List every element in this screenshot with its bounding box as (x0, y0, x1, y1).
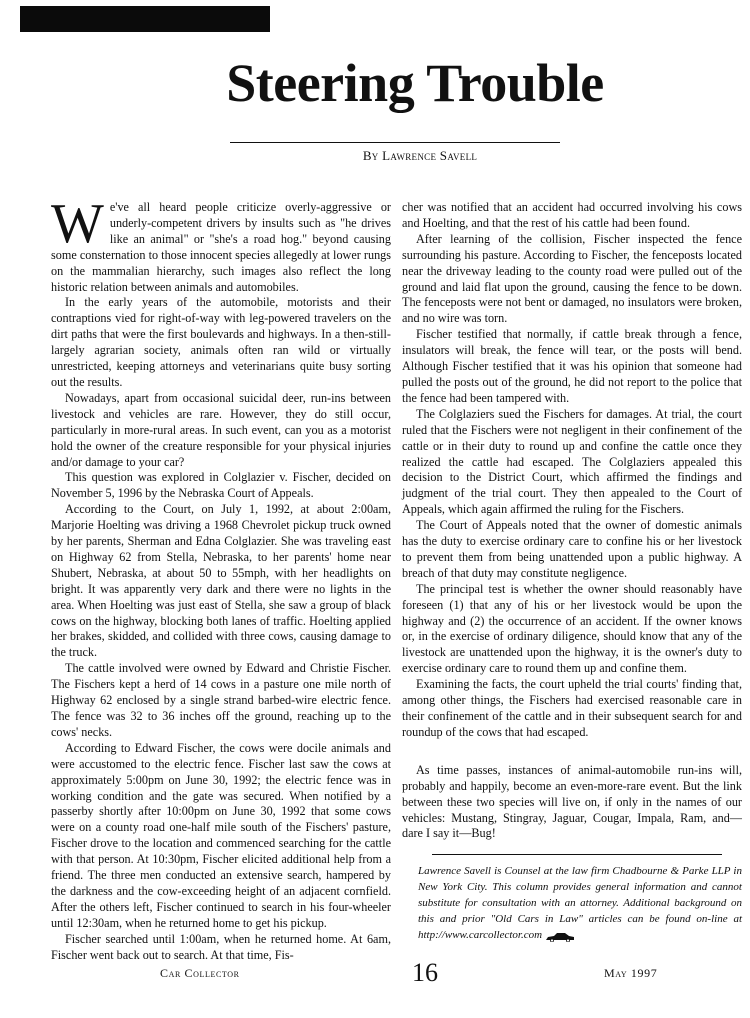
car-icon (545, 931, 575, 941)
article-paragraph: The Colglaziers sued the Fischers for damages. At trial, the court ruled that the Fischers were not negligent in their confinement of the cattle or in their duty to round up and confine the cattle once they realized the cattle had escaped. The Colglaziers appealed this decision to the District Court, which affirmed the findings and judgment of the trial court. They then appealed to the Court of Appeals, which again affirmed the ruling for the Fischers. (402, 406, 742, 517)
article-byline: By Lawrence Savell (362, 148, 478, 163)
article-paragraph: According to the Court, on July 1, 1992, at about 2:00am, Marjorie Hoelting was driving a 1968 Chevrolet pickup truck owned by her parents, Sherman and Edna Colglazier. She was traveling east on Highway 62 from Stella, Nebraska, to her parents' home near Shubert, Nebraska, at about 50 to 55mph, with her headlights on bright. It was apparently very dark and there were no lights in the area. When Hoelting was just east of Stella, she saw a group of black cows on the highway, blocking both lanes of traffic. Hoelting applied her brakes, skidded, and collided with three cows, causing damage to the truck. (51, 502, 391, 660)
article-paragraph: After learning of the collision, Fischer inspected the fence surrounding his pasture. According to Fischer, the fenceposts located near the driveway leading to the county road were pulled out of the ground and laid flat upon the ground, causing the fence to be down. The fenceposts were not bent or damaged, no insulators were broken, and no wire was torn. (402, 231, 742, 326)
drop-cap: W (51, 193, 104, 255)
footer-magazine-name: Car Collector (160, 966, 240, 980)
title-divider (230, 142, 560, 143)
article-title: Steering Trouble (226, 53, 604, 113)
left-column (51, 193, 391, 964)
article-paragraph: This question was explored in Colglazier v. Fischer, decided on November 5, 1996 by the Nebraska Court of Appeals. (51, 470, 391, 501)
author-note-divider (432, 854, 722, 855)
right-column (402, 200, 742, 943)
article-paragraph: In the early years of the automobile, motorists and their contraptions vied for right-of-way with leg-powered travelers on the dirt paths that were the first boulevards and highways. In a then-still-largely agrarian society, animals often ran wild or virtually unrestricted, keeping attorneys and veterinarians quite busy sorting out the results. (51, 295, 391, 389)
article-paragraph: Nowadays, apart from occasional suicidal deer, run-ins between livestock and vehicles are rare. However, they do still occur, particularly in more-rural areas. In such event, can you as a motorist hold the owner of the creature responsible for your physical injuries and/or damage to your car? (51, 390, 391, 469)
article-paragraph: According to Edward Fischer, the cows were docile animals and were accustomed to the electric fence. Fischer last saw the cows at approximately 5:00pm on June 30, 1992; the electric fence was in working condition and the gate was secured. When notified by a passerby shortly after 10:00pm on June 30, 1992 that some cows were on a county road one-half mile south of the Fischers' pasture, Fischer drove to the location and commenced searching for the cattle with that person. At 10:30pm, Fischer elicited additional help from a friend. The three men conducted an extensive search, hampered by the darkness and the cow-exceeding height of an adjacent cornfield. After the others left, Fischer continued to search in his four-wheeler until 12:30am, when he returned home to get his pickup. (51, 740, 391, 930)
article-paragraph: Examining the facts, the court upheld the trial courts' finding that, among other things, the Fischers had exercised reasonable care in their confinement of the cattle and in their subsequent search for and roundup of the cows that had escaped. (402, 677, 742, 739)
article-paragraph: The Court of Appeals noted that the owner of domestic animals has the duty to exercise ordinary care to confine his or her livestock to prevent them from being unattended upon a public highway. A breach of that duty may constitute negligence. (402, 518, 742, 580)
closing-paragraph: As time passes, instances of animal-automobile run-ins will, probably and happily, become an even-more-rare event. But the link between these two species will live on, if only in the names of our vehicles: Mustang, Stingray, Jaguar, Cougar, Impala, Ram, and—dare I say it—Bug! (402, 762, 742, 841)
footer-issue-date: May 1997 (604, 966, 658, 980)
footer-page-number: 16 (412, 958, 438, 987)
author-note: Lawrence Savell is Counsel at the law firm Chadbourne & Parke LLP in New York City. This column provides general information and cannot substitute for consultation with an attorney. Additional background on this and prior "Old Cars in Law" articles can be found on-line at http://www.carcollector.com (418, 865, 742, 942)
article-paragraph: The cattle involved were owned by Edward and Christie Fischer. The Fischers kept a herd of 14 cows in a pasture one mile north of Highway 62 enclosed by a single strand barbed-wire electric fence. The fence was 32 to 36 inches off the ground, reaching up to the cows' necks. (51, 661, 391, 739)
section-spacer (402, 741, 742, 763)
header-redaction-bar (20, 6, 270, 32)
article-paragraph: cher was notified that an accident had occurred involving his cows and Hoelting, and that the rest of his cattle had been found. (402, 200, 742, 230)
article-paragraph: Fischer testified that normally, if cattle break through a fence, insulators will break, the fence will tear, or the posts will bend. Although Fischer testified that it was his opinion that someone had pulled the posts out of the ground, he did not report to the police that the fence had been tampered with. (402, 327, 742, 405)
article-paragraph: The principal test is whether the owner should reasonably have foreseen (1) that any of his or her livestock would be upon the highway and (2) the occurrence of an accident. If the owner knows or, in the exercise of ordinary diligence, should know that any of the livestock are unattended upon the highway, it is the owner's duty to exercise ordinary care to round them up and confine them. (402, 581, 742, 676)
article-paragraph: Fischer searched until 1:00am, when he returned home. At 6am, Fischer went back out to search. At that time, Fis- (51, 931, 391, 962)
article-paragraph: We've all heard people criticize overly-aggressive or underly-competent drivers by insults such as "he drives like an animal" or "she's a road hog." beyond causing some consternation to those innocent species allegedly at lower rungs on the mammalian hierarchy, such images also reflect the long historic relation between animals and automobiles. (51, 193, 391, 294)
